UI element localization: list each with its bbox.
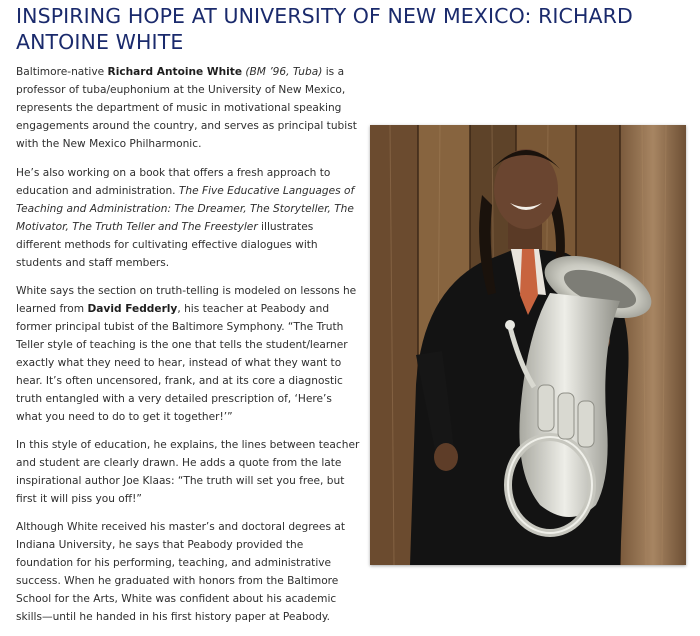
paragraph-text: is a professor of tuba/euphonium at the University of New Mexico, represents the department of music in motivational speaking engagements around the country, and serves as principal tubist with the New Mexico Philharmonic. [16,66,357,150]
paragraph-text: , his teacher at Peabody and former principal tubist of the Baltimore Symphony. “The Truth Teller style of teaching is the one that tells the student/learner exactly what they need to hear, instead of what they want to hear. It’s often uncensored, frank, and at its core a diagnostic truth entangled with a very detailed prescription of, ‘Here’s what you need to do to get it together!’” [16,303,348,423]
article-paragraph-2 [16,164,361,272]
article-paragraph-3 [16,282,361,426]
paragraph-text: illustrates different methods for cultivating effective dialogues with students and staff members. [16,221,318,269]
page-title: INSPIRING HOPE AT UNIVERSITY OF NEW MEXICO: RICHARD ANTOINE WHITE [16,4,633,54]
portrait-photo [370,125,686,565]
person-name-richard-antoine-white: Richard Antoine White [107,66,243,78]
paragraph-text: White says the section on truth-telling is modeled on lessons he learned from [16,285,357,315]
portrait-photo-icon [370,125,686,565]
article-paragraph-1 [16,63,361,153]
paragraph-text: Baltimore-native [16,66,108,78]
degree-note: (BM ’96, Tuba) [245,66,323,78]
paragraph-text: He’s also working on a book that offers a fresh approach to education and administration. [16,167,331,197]
article-paragraph-4: In this style of education, he explains, the lines between teacher and student are clearly drawn. He adds a quote from the late inspirational author Joe Klaas: “The truth will set you free, but first it will piss you off!” [16,439,360,505]
article-paragraph-5: Although White received his master’s and doctoral degrees at Indiana University, he says that Peabody provided the foundation for his performing, teaching, and administrative success. When he graduated with honors from the Baltimore School for the Arts, White was confident about his academic skills—until he handed in his first history paper at Peabody. [16,521,345,623]
book-title: The Five Educative Languages of Teaching and Administration: The Dreamer, The Storyteller, The Motivator, The Truth Teller and The Freestyler [16,185,355,233]
article-body [16,63,361,636]
person-name-david-fedderly: David Fedderly [87,303,178,315]
